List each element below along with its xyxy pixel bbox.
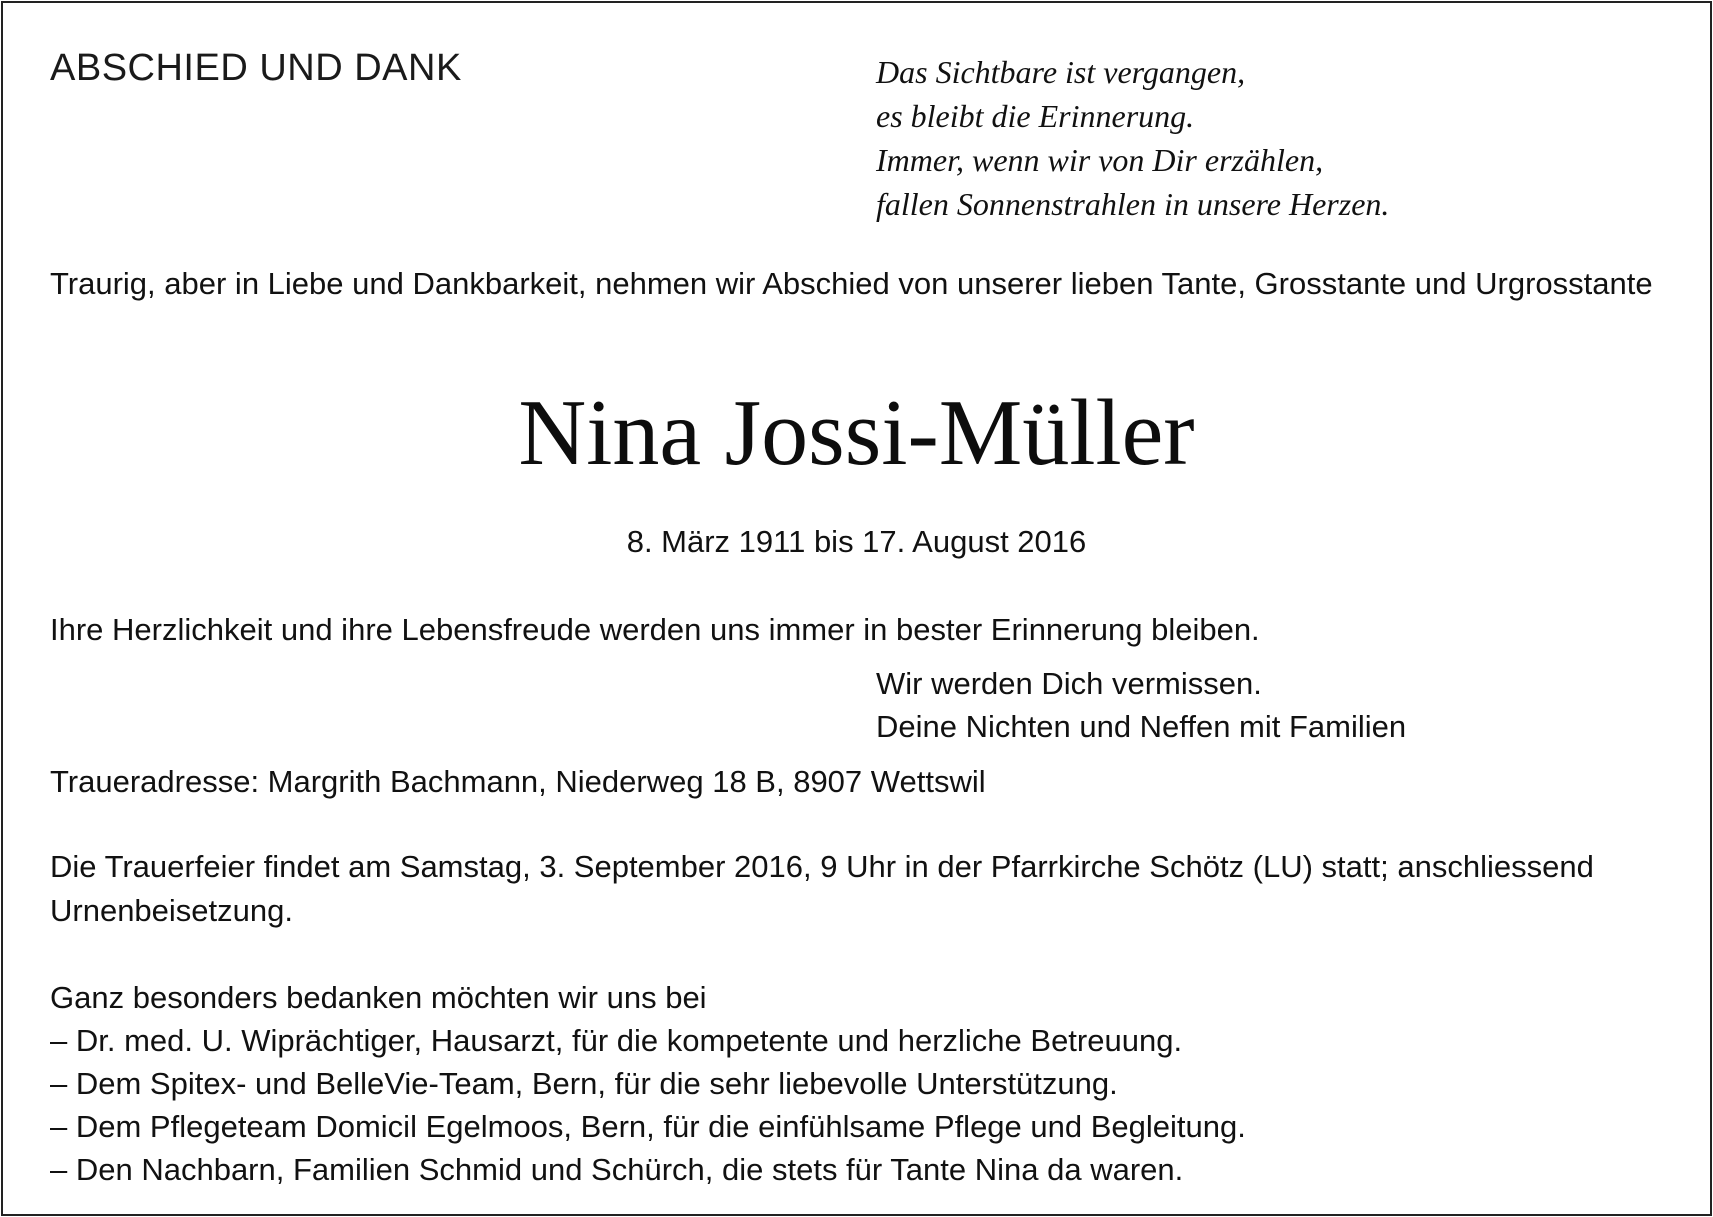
thanks-section [50,976,1246,1191]
poem [876,50,1389,226]
poem-line: Immer, wenn wir von Dir erzählen, [876,142,1324,178]
deceased-name: Nina Jossi-Müller [518,381,1195,485]
thanks-item: – Den Nachbarn, Familien Schmid und Schürch, die stets für Tante Nina da waren. [50,1152,1184,1187]
thanks-intro: Ganz besonders bedanken möchten wir uns bei [50,980,707,1015]
memory-sentence: Ihre Herzlichkeit und ihre Lebensfreude werden uns immer in bester Erinnerung bleiben. [50,612,1260,647]
mourning-address: Traueradresse: Margrith Bachmann, Niederweg 18 B, 8907 Wettswil [50,764,986,799]
signature-line: Wir werden Dich vermissen. [876,666,1262,701]
thanks-item: – Dem Pflegeteam Domicil Egelmoos, Bern, für die einfühlsame Pflege und Begleitung. [50,1109,1246,1144]
intro-paragraph: Traurig, aber in Liebe und Dankbarkeit, nehmen wir Abschied von unserer lieben Tante, Grosstante und Urgrosstante [50,266,1653,301]
life-dates: 8. März 1911 bis 17. August 2016 [626,524,1087,559]
poem-line: es bleibt die Erinnerung. [876,98,1195,134]
poem-line: fallen Sonnenstrahlen in unsere Herzen. [876,186,1390,222]
thanks-item: – Dr. med. U. Wiprächtiger, Hausarzt, für die kompetente und herzliche Betreuung. [50,1023,1183,1058]
thanks-item: – Dem Spitex- und BelleVie-Team, Bern, für die sehr liebevolle Unterstützung. [50,1066,1118,1101]
signature-line: Deine Nichten und Neffen mit Familien [876,709,1407,744]
signature-block [876,662,1406,748]
ceremony-info: Die Trauerfeier findet am Samstag, 3. September 2016, 9 Uhr in der Pfarrkirche Schötz (LU) statt; anschliessend Urnenbeisetzung. [50,849,1594,928]
notice-heading: ABSCHIED UND DANK [50,47,462,89]
poem-line: Das Sichtbare ist vergangen, [876,54,1246,90]
